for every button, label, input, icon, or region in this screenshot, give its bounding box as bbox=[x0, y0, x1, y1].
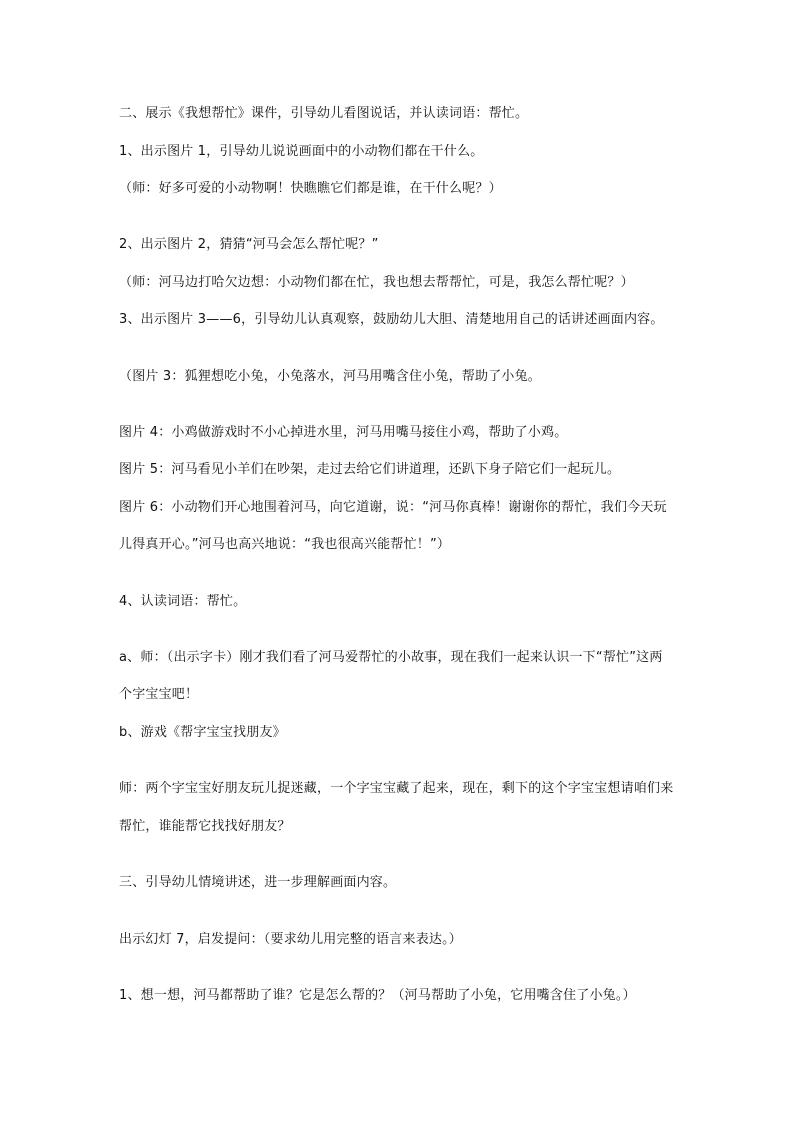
paragraph-line: a、师：（出示字卡）刚才我们看了河马爱帮忙的小故事，现在我们一起来认识一下“帮忙”这两 bbox=[119, 650, 663, 665]
paragraph-line: 4、认读词语：帮忙。 bbox=[119, 594, 247, 609]
paragraph-line: （师：河马边打哈欠边想：小动物们都在忙，我也想去帮帮忙，可是，我怎么帮忙呢？） bbox=[119, 275, 634, 290]
section-heading-2: 二、展示《我想帮忙》课件，引导幼儿看图说话，并认读词语：帮忙。 bbox=[119, 106, 529, 121]
paragraph-line: 3、出示图片 3——6，引导幼儿认真观察，鼓励幼儿大胆、清楚地用自己的话讲述画面内容。 bbox=[119, 312, 664, 327]
section-heading-3: 三、引导幼儿情境讲述，进一步理解画面内容。 bbox=[119, 875, 397, 890]
paragraph-line: 1、出示图片 1，引导幼儿说说画面中的小动物们都在干什么。 bbox=[119, 144, 484, 159]
paragraph-line: （师：好多可爱的小动物啊！快瞧瞧它们都是谁，在干什么呢？） bbox=[119, 181, 502, 196]
paragraph-line: 帮忙，谁能帮它找找好朋友？ bbox=[119, 819, 291, 834]
paragraph-line: 出示幻灯 7，启发提问：（要求幼儿用完整的语言来表达。） bbox=[119, 932, 463, 947]
paragraph-line: 图片 5：河马看见小羊们在吵架，走过去给它们讲道理，还趴下身子陪它们一起玩儿。 bbox=[119, 462, 621, 477]
paragraph-line: b、游戏《帮字宝宝找朋友》 bbox=[119, 725, 286, 740]
paragraph-line: 1、想一想，河马都帮助了谁？它是怎么帮的？（河马帮助了小兔，它用嘴含住了小兔。） bbox=[119, 988, 636, 1003]
paragraph-line: 儿得真开心。”河马也高兴地说：“我也很高兴能帮忙！”） bbox=[119, 537, 451, 552]
paragraph-line: 图片 4：小鸡做游戏时不小心掉进水里，河马用嘴马接住小鸡，帮助了小鸡。 bbox=[119, 425, 568, 440]
paragraph-line: 个字宝宝吧！ bbox=[119, 687, 199, 702]
paragraph-line: 图片 6：小动物们开心地围着河马，向它道谢，说：“河马你真棒！谢谢你的帮忙，我们今天玩 bbox=[119, 500, 667, 515]
paragraph-line: 师：两个字宝宝好朋友玩儿捉迷藏，一个字宝宝藏了起来，现在，剩下的这个字宝宝想请咱们来 bbox=[119, 781, 674, 796]
paragraph-line: （图片 3：狐狸想吃小兔，小兔落水，河马用嘴含住小兔，帮助了小兔。 bbox=[119, 369, 542, 384]
paragraph-line: 2、出示图片 2，猜猜“河马会怎么帮忙呢？” bbox=[119, 237, 379, 252]
